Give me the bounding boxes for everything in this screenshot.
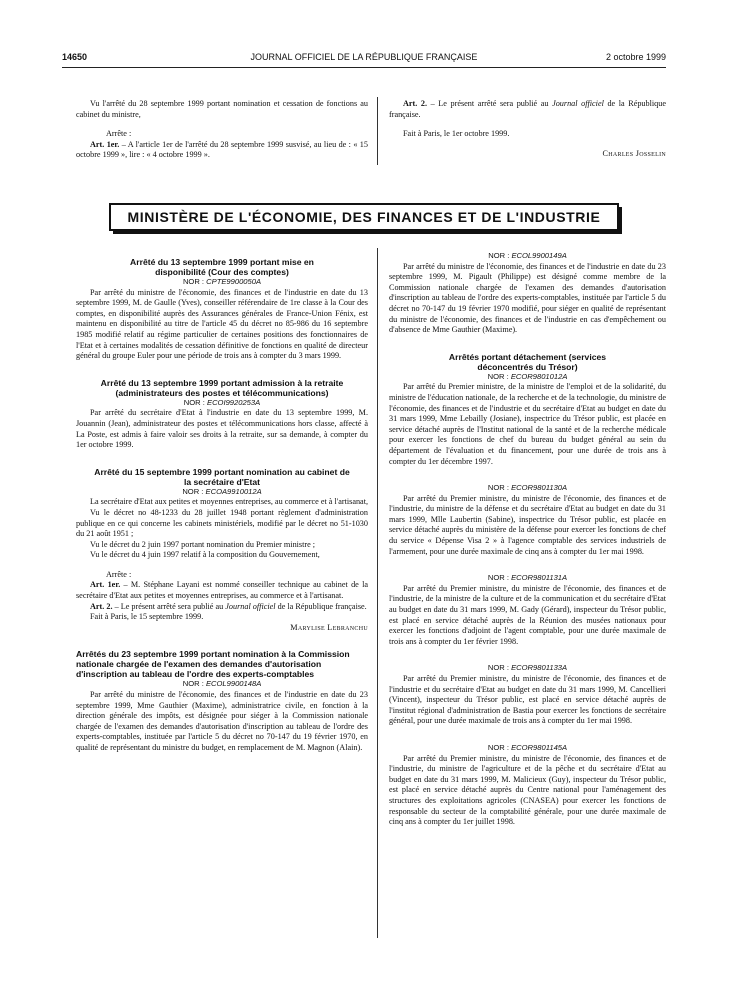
paragraph: Par arrêté du Premier ministre, de la ministre de l'emploi et de la solidarité, du ministre de l'éducation nationale, de la recherche et de la technologie, du ministre de l'économie, des finances et de l'industrie et du secrétaire d'Etat au budget en date du 31 mars 1999, Mme Lebailly (Josiane), inspectrice du Trésor public, est placée en service détaché auprès de l'Institut national de la santé et de la recherche médicale pour exercer les fonctions de chef du bureau du budget général au sein du département de l'évaluation et du financement, pour une durée de trois ans à compter du 1er décembre 1997.	[389, 382, 666, 466]
nor-code: CPTE9900050A	[206, 277, 262, 286]
article-text: – A l'article 1er de l'arrêté du 28 septembre 1999 susvisé, au lieu de : « 15 octobre 1999 », lire : « 4 octobre 1999 ».	[76, 139, 368, 160]
paragraph: Vu le décret no 48-1233 du 28 juillet 1948 portant règlement d'administration publique en ce qui concerne les cabinets ministériels, modifié par le décret no 51-1030 du 21 août 1951 ;	[76, 507, 368, 539]
article-text: – Le présent arrêté sera publié au	[112, 601, 226, 611]
nor-reference	[389, 372, 666, 383]
nor-reference	[389, 251, 666, 262]
nor-label: NOR :	[182, 277, 207, 286]
paragraph: Vu le décret du 2 juin 1997 portant nomination du Premier ministre ;	[90, 539, 316, 549]
article-text: de la République française.	[275, 601, 367, 611]
nor-code: ECOR9801133A	[511, 663, 568, 673]
decree-title: Arrêtés du 23 septembre 1999 portant nomination à la Commission nationale chargée de l'examen des demandes d'autorisation d'inscription au tableau de l'ordre des experts-comptables	[76, 649, 350, 680]
top-left-column	[76, 99, 368, 161]
nor-label: NOR :	[487, 483, 512, 493]
paragraph: Par arrêté du ministre de l'économie, des finances et de l'industrie en date du 23 septembre 1999, M. Pigault (Philippe) est désigné comme membre de la Commission nationale chargée de l'examen des demandes d'autorisation d'inscription au tableau de l'ordre des experts-comptables, instituée par l'article 5 du décret no 70-147 du 19 février 1970 modifié, pour siéger en qualité de représentant du ministre de l'économie, des finances et de l'industrie en cas d'empêchement ou d'absence de Mme Gauthier (Maxime).	[389, 261, 666, 335]
journal-name: Journal officiel	[225, 601, 276, 611]
nor-code: ECOR9801131A	[511, 573, 568, 583]
article-text: – M. Stéphane Layani est nommé conseiller technique au cabinet de la secrétaire d'Etat aux petites et moyennes entreprises, au commerce et à l'artisanat.	[76, 580, 368, 601]
decree-title: Arrêté du 13 septembre 1999 portant admission à la retraite (administrateurs des postes et télécommunications)	[100, 377, 344, 398]
article-label: Art. 2.	[90, 601, 113, 611]
nor-reference	[76, 679, 368, 690]
nor-code: ECOL9900149A	[511, 251, 567, 260]
nor-reference	[76, 398, 368, 409]
ministry-title: MINISTÈRE DE L'ÉCONOMIE, DES FINANCES ET DE L'INDUSTRIE	[127, 209, 601, 225]
nor-code: ECOR9801012A	[510, 371, 568, 381]
paragraph: Par arrêté du Premier ministre, du ministre de l'économie, des finances et de l'industrie, du ministre de la défense et du secrétaire d'Etat au budget en date du 31 mars 1999, Mlle Laubertin (Sabine), inspectrice du Trésor public, est placée en service détaché auprès du ministère de la défense pour exercer les fonctions de chef du service « Dépense Visa 2 » à l'agence comptable des services industriels de l'armement, pour une durée maximale de cinq ans à compter du 1er mai 1998.	[389, 493, 666, 556]
signature: Charles Josselin	[602, 148, 666, 158]
article-label: Art. 1er.	[90, 580, 121, 590]
nor-label: NOR :	[183, 397, 207, 407]
nor-reference	[76, 487, 368, 498]
arrete-label: Arrête :	[106, 129, 132, 139]
nor-reference	[389, 573, 666, 584]
nor-reference	[76, 277, 368, 288]
paragraph: Par arrêté du Premier ministre, du ministre de l'économie, des finances et de l'industrie et du secrétaire d'Etat au budget en date du 31 mars 1999, M. Cancellieri (Vincent), inspecteur du Trésor public, est placé en service détaché auprès de l'institut régional d'administration de Bastia pour exercer les fonctions de secrétaire général, pour une durée maximale de trois ans à compter du 1er mai 1998.	[389, 674, 666, 726]
nor-label: NOR :	[487, 371, 511, 381]
nor-reference	[389, 663, 666, 674]
paragraph: Vu l'arrêté du 28 septembre 1999 portant nomination et cessation de fonctions au cabinet du ministre,	[76, 99, 368, 119]
arrete-label: Arrête :	[106, 569, 132, 579]
nor-reference	[389, 483, 666, 494]
article	[76, 602, 368, 613]
article	[76, 580, 368, 601]
page-number: 14650	[62, 52, 88, 62]
paragraph: Par arrêté du ministre de l'économie, des finances et de l'industrie en date du 13 septembre 1999, M. de Gaulle (Yves), conseiller référendaire de 1re classe à la Cour des comptes, en disponibilité auprès des Assurances générales de France-Union Fénix, est maintenu en disponibilité au titre de l'article 45 du décret no 85-986 du 16 septembre 1985 modifié relatif au régime particulier de certaines positions des fonctionnaires de l'Etat et à certaines modalités de cessation définitive de fonctions en qualité de directeur général du groupe Euler pour une période de trois ans à compter du 3 mars 1999.	[76, 287, 368, 361]
nor-code: ECOL9900148A	[205, 679, 262, 689]
nor-label: NOR :	[487, 663, 512, 673]
nor-code: ECOR9801130A	[511, 483, 568, 493]
ministry-banner	[109, 203, 619, 231]
paragraph: Par arrêté du ministre de l'économie, des finances et de l'industrie en date du 23 septembre 1999, Mme Gauthier (Maxime), administratrice civile, en fonction à la direction générale des impôts, est désignée pour siéger à la Commission nationale chargée de l'examen des demandes d'autorisation d'inscription au tableau de l'ordre des experts-comptables, instituée par l'article 5 du décret no 70-147 du 19 février 1970, en qualité de représentant du ministre du budget, en remplacement de M. Magnon (Alain).	[76, 690, 368, 752]
nor-reference	[389, 743, 666, 754]
paragraph: Par arrêté du Premier ministre, du ministre de l'économie, des finances et de l'industrie, de la ministre de la culture et de la communication et du secrétaire d'Etat au budget en date du 31 mars 1999, M. Gady (Gérard), inspecteur du Trésor public, est placé en service détaché auprès de la Réunion des musées nationaux pour exercer les fonctions d'adjoint de l'agent comptable, pour une durée maximale de trois ans à compter du 1er février 1998.	[389, 583, 666, 646]
nor-label: NOR :	[487, 742, 512, 752]
top-right-column	[389, 99, 666, 159]
article	[389, 99, 666, 120]
nor-label: NOR :	[488, 251, 512, 260]
paragraph: Vu le décret du 4 juin 1997 relatif à la composition du Gouvernement,	[90, 550, 320, 560]
paragraph: Par arrêté du Premier ministre, du ministre de l'économie, des finances et de l'industrie, du ministre de l'agriculture et de la pêche et du secrétaire d'Etat au budget en date du 31 mars 1999, M. Malicieux (Guy), inspecteur du Trésor public, est placé en service détaché auprès du Centre national pour l'aménagement des structures des exploitations agricoles (CNASEA) pour exercer les fonctions de responsable du secteur de la comptabilité générale, pour une durée maximale de cinq ans à compter du 1er juillet 1998.	[389, 753, 666, 827]
nor-code: ECOI9920253A	[207, 397, 261, 407]
nor-code: ECOA9910012A	[205, 486, 262, 496]
journal-name: Journal officiel	[552, 99, 604, 108]
paragraph: Par arrêté du secrétaire d'Etat à l'industrie en date du 13 septembre 1999, M. Jouannin (Jean), administrateur des postes et télécommunications hors classe, affecté à La Poste, est admis à faire valoir ses droits à la retraite, sur sa demande, à compter du 1er octobre 1999.	[76, 408, 368, 450]
column-divider	[377, 248, 378, 938]
nor-label: NOR :	[487, 573, 512, 583]
article	[76, 140, 368, 161]
nor-code: ECOR9801145A	[511, 742, 568, 752]
right-column	[389, 251, 666, 828]
paragraph: La secrétaire d'Etat aux petites et moyennes entreprises, au commerce et à l'artisanat,	[90, 497, 369, 507]
column-divider	[377, 97, 378, 165]
article-text: de la République française.	[389, 99, 666, 119]
decree-title: Arrêtés portant détachement (services déconcentrés du Trésor)	[448, 351, 607, 372]
decree-title: Arrêté du 13 septembre 1999 portant mise en disponibilité (Cour des comptes)	[130, 257, 314, 277]
journal-title: JOURNAL OFFICIEL DE LA RÉPUBLIQUE FRANÇAISE	[250, 52, 478, 62]
article-text: – Le présent arrêté sera publié au	[427, 99, 553, 108]
signature: Marylise Lebranchu	[290, 622, 368, 632]
fait-line: Fait à Paris, le 1er octobre 1999.	[403, 129, 510, 139]
article-label: Art. 2.	[403, 99, 428, 108]
nor-label: NOR :	[182, 679, 206, 689]
left-column	[76, 257, 368, 754]
running-header	[62, 52, 666, 66]
fait-line: Fait à Paris, le 15 septembre 1999.	[90, 612, 204, 622]
nor-label: NOR :	[182, 486, 206, 496]
decree-title: Arrêté du 15 septembre 1999 portant nomination au cabinet de la secrétaire d'Etat	[94, 466, 350, 487]
issue-date: 2 octobre 1999	[605, 52, 666, 62]
header-rule	[62, 67, 666, 68]
article-label: Art. 1er.	[90, 139, 120, 149]
